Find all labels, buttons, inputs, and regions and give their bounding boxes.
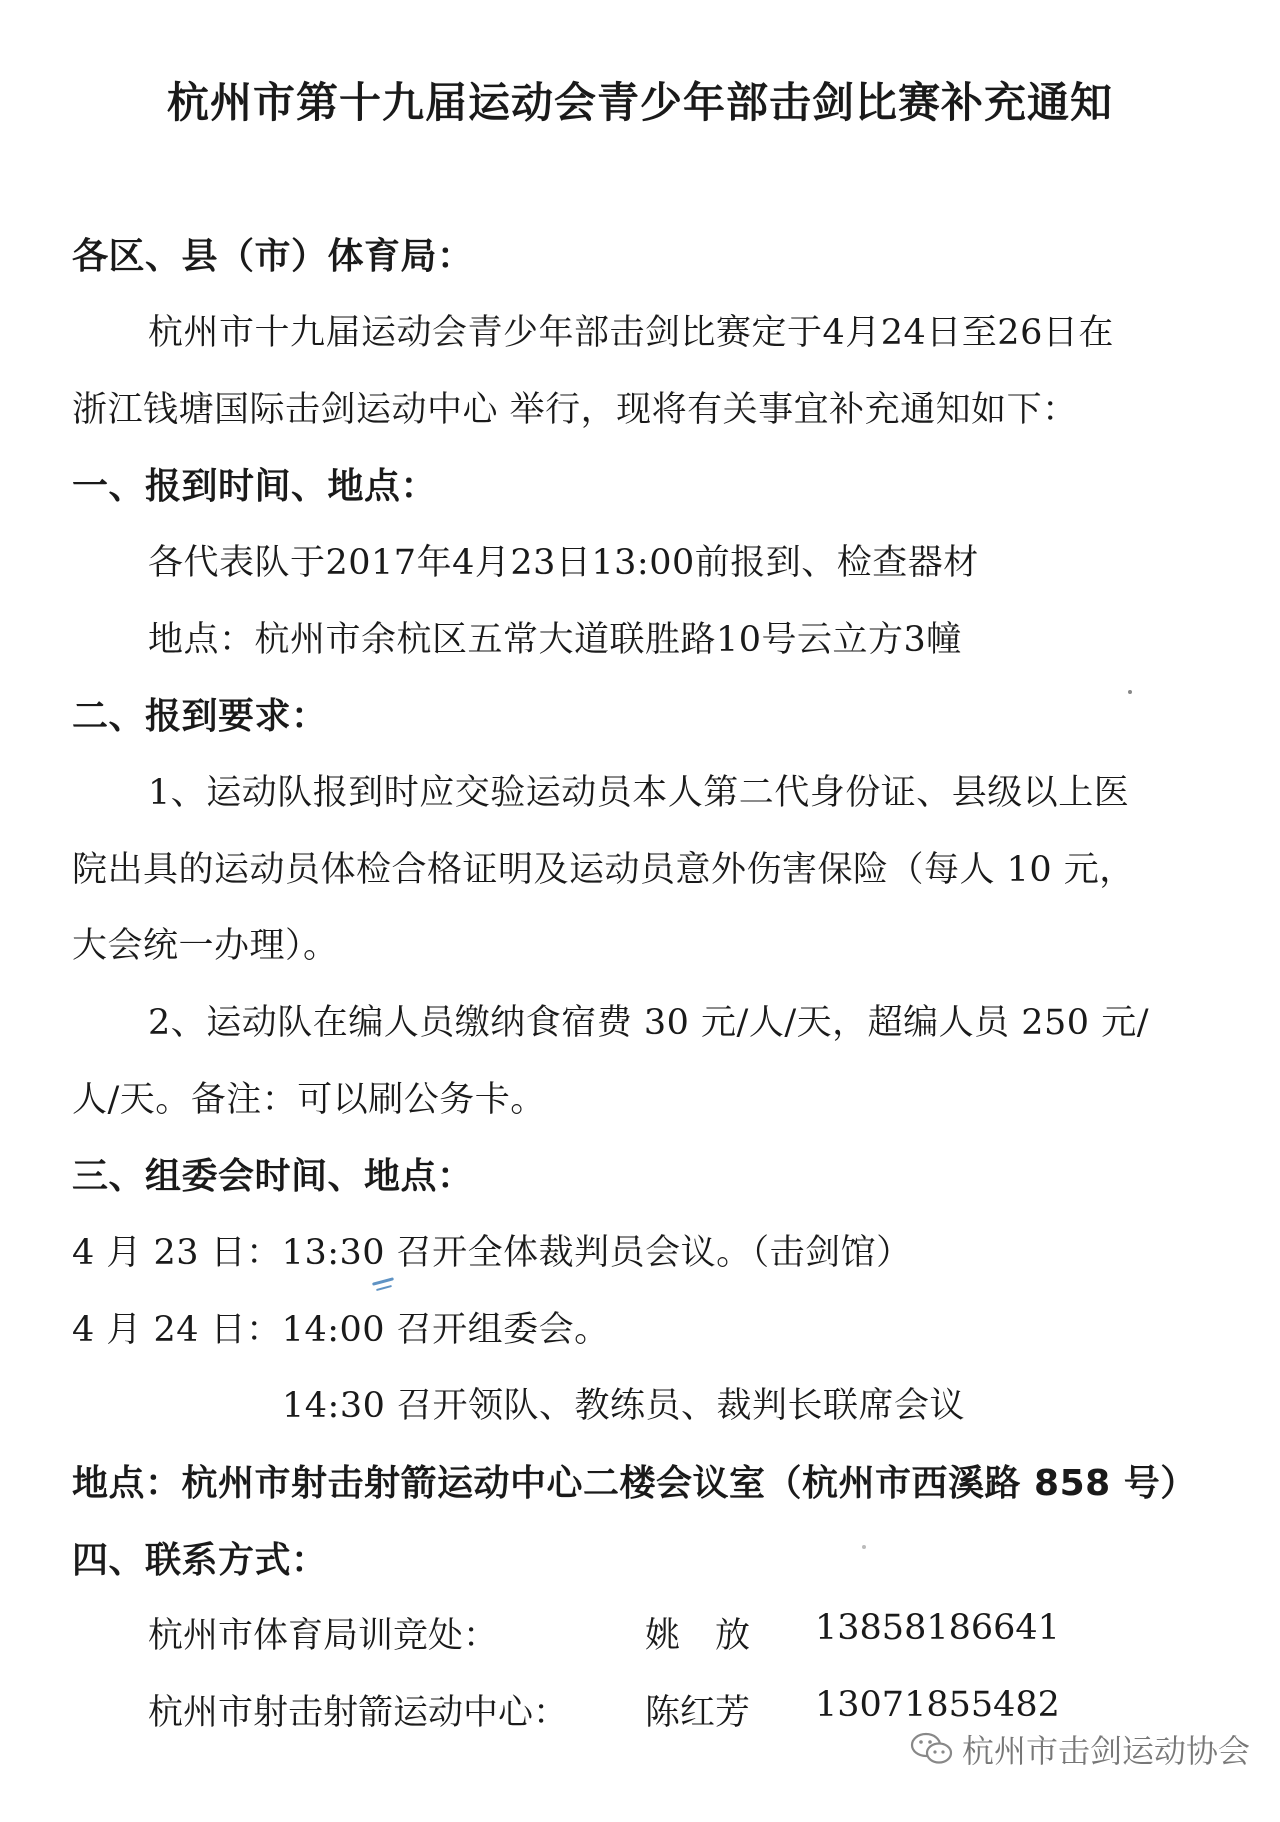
section-2-item-1-line-2: 院出具的运动员体检合格证明及运动员意外伤害保险（每人 10 元，	[72, 850, 1135, 890]
section-2-item-1-line-3: 大会统一办理）。	[72, 926, 339, 966]
contact-phone: 13858186641	[815, 1608, 1060, 1648]
watermark	[910, 1726, 1250, 1772]
section-3-joint-meeting: 14:30 召开领队、教练员、裁判长联席会议	[282, 1386, 965, 1426]
section-3-heading: 三、组委会时间、地点：	[72, 1156, 474, 1197]
wechat-icon	[910, 1731, 954, 1767]
ink-mark	[376, 1285, 392, 1291]
section-1-time: 各代表队于2017年4月23日13:00前报到、检查器材	[148, 543, 979, 583]
document-title: 杭州市第十九届运动会青少年部击剑比赛补充通知	[166, 78, 1113, 127]
scan-speck	[1128, 690, 1132, 694]
watermark-text: 杭州市击剑运动协会	[962, 1732, 1251, 1770]
section-4-heading: 四、联系方式：	[72, 1540, 328, 1581]
section-2-item-1-line-1: 1、运动队报到时应交验运动员本人第二代身份证、县级以上医	[148, 773, 1130, 813]
section-2-item-2-line-2: 人/天。备注：可以刷公务卡。	[72, 1080, 546, 1120]
contact-phone: 13071855482	[815, 1685, 1060, 1725]
contact-name: 姚 放	[645, 1616, 751, 1656]
section-2-heading: 二、报到要求：	[72, 696, 328, 737]
contact-org: 杭州市射击射箭运动中心：	[148, 1693, 569, 1733]
section-3-referee-meeting: 4 月 23 日：13:30 召开全体裁判员会议。（击剑馆）	[72, 1233, 912, 1273]
contact-org: 杭州市体育局训竞处：	[148, 1616, 499, 1656]
section-1-location: 地点：杭州市余杭区五常大道联胜路10号云立方3幢	[148, 620, 962, 660]
intro-line-1: 杭州市十九届运动会青少年部击剑比赛定于4月24日至26日在	[148, 313, 1114, 353]
section-3-location: 地点：杭州市射击射箭运动中心二楼会议室（杭州市西溪路 858 号）	[72, 1463, 1197, 1504]
salutation: 各区、县（市）体育局：	[72, 236, 474, 277]
scan-speck	[862, 1545, 866, 1549]
intro-line-2: 浙江钱塘国际击剑运动中心 举行，现将有关事宜补充通知如下：	[72, 390, 1078, 430]
section-2-item-2-line-1: 2、运动队在编人员缴纳食宿费 30 元/人/天，超编人员 250 元/	[148, 1003, 1149, 1043]
section-3-committee-meeting: 4 月 24 日：14:00 召开组委会。	[72, 1310, 610, 1350]
section-1-heading: 一、报到时间、地点：	[72, 466, 438, 507]
contact-name: 陈红芳	[645, 1693, 751, 1733]
